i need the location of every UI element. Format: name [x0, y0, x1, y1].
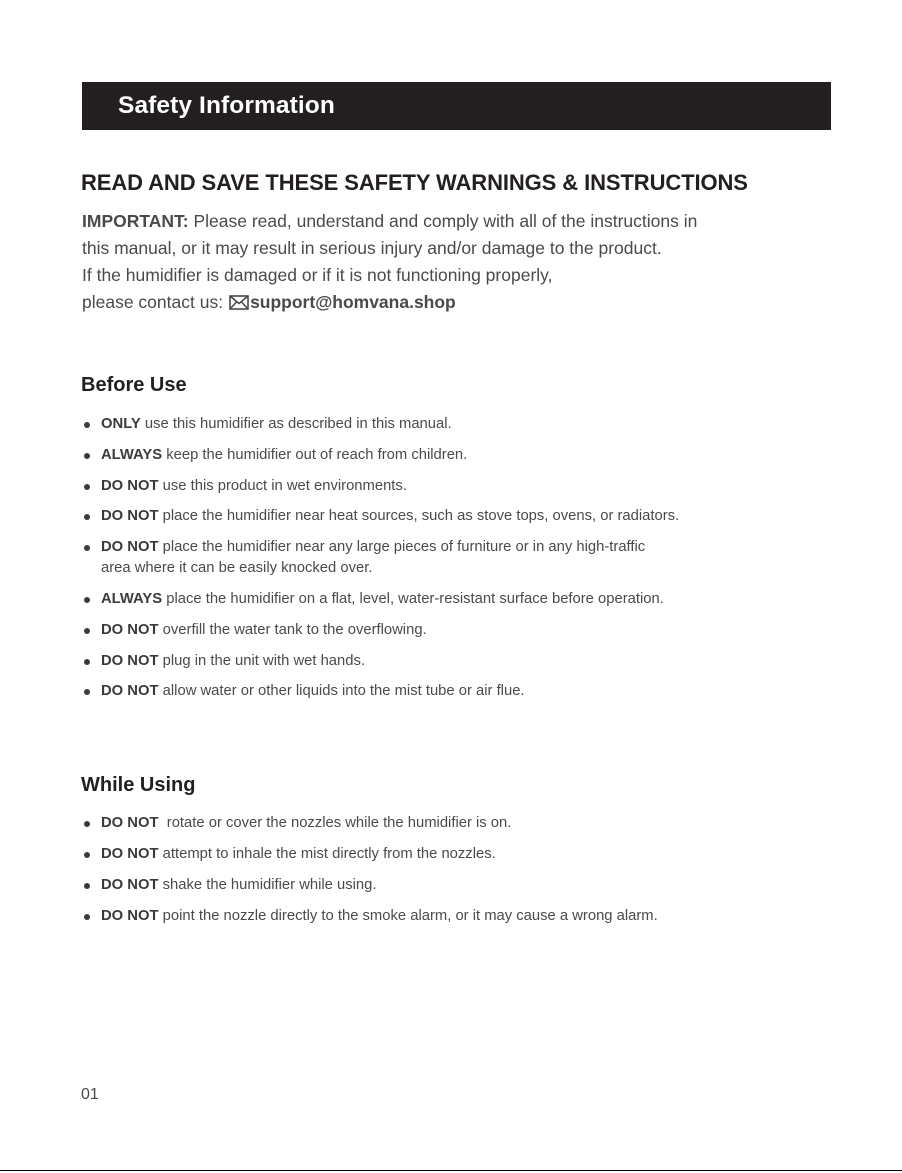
bullet-keyword: ONLY	[101, 416, 141, 432]
bullet-icon	[84, 821, 90, 827]
support-email-link[interactable]: support@homvana.shop	[250, 292, 456, 312]
bullet-icon	[84, 514, 90, 520]
main-heading: READ AND SAVE THESE SAFETY WARNINGS & INSTRUCTIONS	[81, 170, 748, 195]
bullet-text: point the nozzle directly to the smoke alarm, or it may cause a wrong alarm.	[158, 908, 658, 924]
list-item	[82, 875, 658, 896]
list-item	[82, 589, 679, 610]
bullet-icon	[84, 659, 90, 665]
bullet-text: keep the humidifier out of reach from children.	[162, 446, 468, 463]
bullet-icon	[84, 484, 90, 490]
bullet-keyword: DO NOT	[101, 683, 159, 700]
bullet-keyword: DO NOT	[101, 652, 159, 669]
bullet-text: overfill the water tank to the overflowing.	[158, 621, 427, 638]
bullet-continuation: area where it can be easily knocked over.	[101, 560, 373, 577]
bullet-icon	[84, 883, 90, 889]
contact-prefix: please contact us:	[82, 292, 224, 312]
bullet-keyword: DO NOT	[101, 877, 159, 893]
bullet-icon	[84, 689, 90, 695]
list-item	[82, 414, 679, 435]
bullet-icon	[84, 597, 90, 603]
list-item	[82, 844, 658, 865]
intro-line-1-text: Please read, understand and comply with all of the instructions in	[188, 211, 698, 231]
bullet-keyword: DO NOT	[101, 477, 159, 494]
bullet-text: attempt to inhale the mist directly from the nozzles.	[158, 846, 496, 862]
bullet-keyword: DO NOT	[101, 846, 159, 862]
before-use-list	[82, 414, 679, 712]
before-use-heading: Before Use	[81, 374, 187, 396]
bullet-icon	[84, 545, 90, 551]
bullet-icon	[84, 628, 90, 634]
bullet-keyword: DO NOT	[101, 908, 159, 924]
list-item	[82, 813, 658, 834]
intro-line-1	[82, 208, 697, 235]
list-item	[82, 537, 679, 579]
bullet-icon	[84, 453, 90, 459]
intro-line-2: this manual, or it may result in serious injury and/or damage to the product.	[82, 238, 662, 258]
bullet-text: use this product in wet environments.	[158, 477, 407, 494]
list-item	[82, 906, 658, 927]
bullet-text: rotate or cover the nozzles while the humidifier is on.	[158, 815, 512, 831]
bullet-text: plug in the unit with wet hands.	[158, 652, 366, 669]
page-number: 01	[81, 1086, 99, 1103]
bullet-keyword: DO NOT	[101, 539, 159, 556]
list-item	[82, 476, 679, 497]
bullet-text: allow water or other liquids into the mist tube or air flue.	[158, 683, 525, 700]
important-label: IMPORTANT:	[82, 211, 189, 231]
list-item	[82, 506, 679, 527]
list-item	[82, 445, 679, 466]
bullet-icon	[84, 422, 90, 428]
while-using-heading: While Using	[81, 774, 196, 796]
intro-line-3: If the humidifier is damaged or if it is not functioning properly,	[82, 265, 553, 285]
bullet-text: use this humidifier as described in this manual.	[140, 416, 452, 432]
header-bar	[82, 82, 831, 130]
bottom-rule	[0, 1170, 902, 1171]
list-item	[82, 651, 679, 672]
bullet-keyword: DO NOT	[101, 815, 159, 831]
bullet-keyword: ALWAYS	[101, 590, 163, 607]
bullet-keyword: DO NOT	[101, 508, 159, 525]
bullet-text: place the humidifier near heat sources, such as stove tops, ovens, or radiators.	[158, 508, 680, 525]
bullet-text: shake the humidifier while using.	[158, 877, 377, 893]
bullet-keyword: ALWAYS	[101, 446, 163, 463]
while-using-list	[82, 813, 658, 937]
list-item	[82, 620, 679, 641]
bullet-icon	[84, 914, 90, 920]
intro-line-4	[82, 289, 697, 316]
intro-paragraph	[82, 208, 697, 316]
bullet-icon	[84, 852, 90, 858]
bullet-keyword: DO NOT	[101, 621, 159, 638]
bullet-text: place the humidifier near any large pieces of furniture or in any high-traffic	[158, 539, 646, 556]
list-item	[82, 681, 679, 702]
bullet-text: place the humidifier on a flat, level, water-resistant surface before operation.	[162, 590, 664, 607]
page-title: Safety Information	[118, 92, 335, 119]
mail-icon	[229, 291, 249, 318]
